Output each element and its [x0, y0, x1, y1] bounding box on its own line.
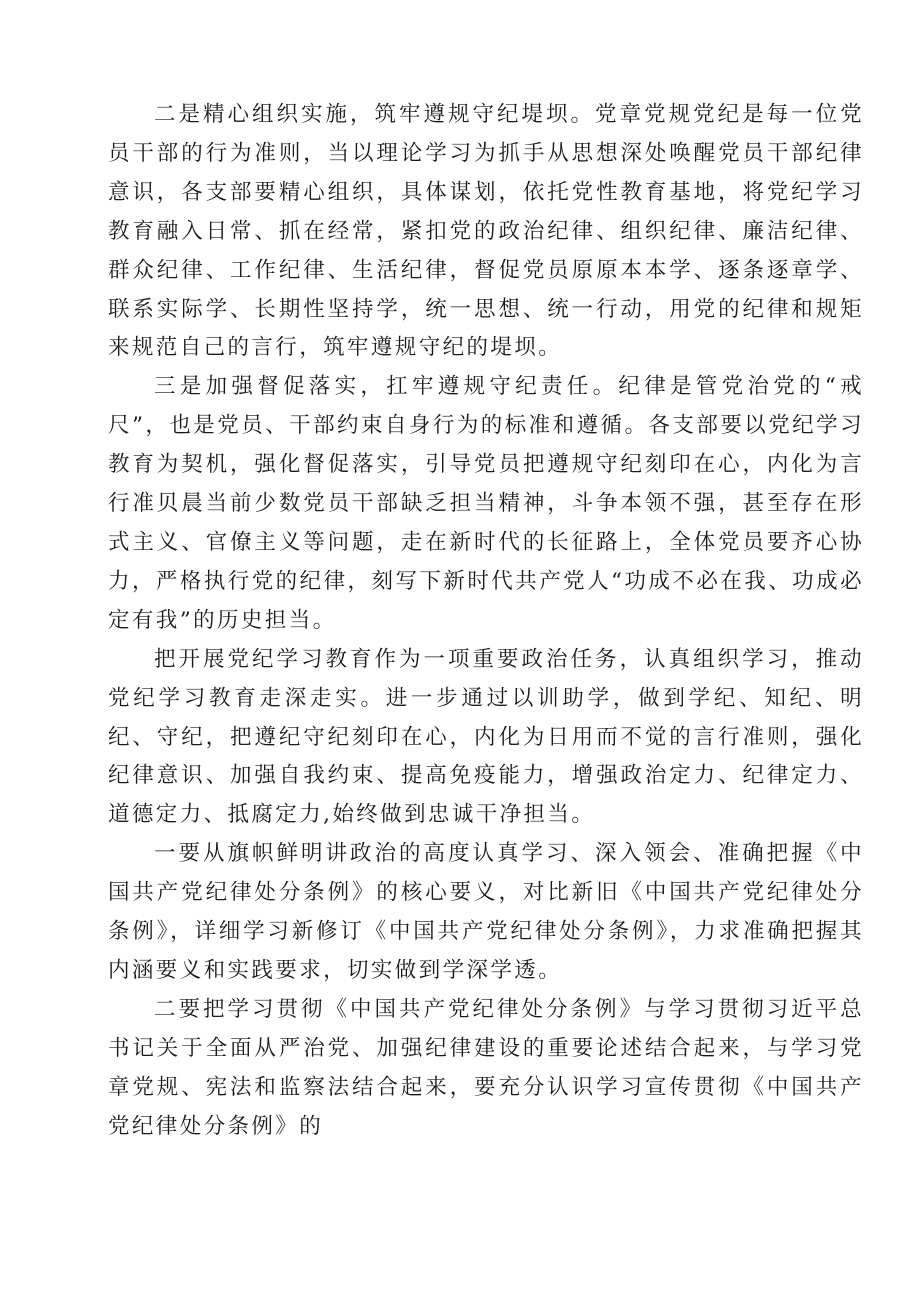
document-page	[108, 96, 864, 1146]
paragraph-5: 二要把学习贯彻《中国共产党纪律处分条例》与学习贯彻习近平总书记关于全面从严治党、加强纪律建设的重要论述结合起来，与学习党章党规、宪法和监察法结合起来，要充分认识学习宣传贯彻《中国共产党纪律处分条例》的	[108, 996, 864, 1139]
paragraph-4: 一要从旗帜鲜明讲政治的高度认真学习、深入领会、准确把握《中国共产党纪律处分条例》的核心要义，对比新旧《中国共产党纪律处分条例》，详细学习新修订《中国共产党纪律处分条例》，力求准确把握其内涵要义和实践要求，切实做到学深学透。	[108, 841, 864, 983]
paragraph-1: 二是精心组织实施，筑牢遵规守纪堤坝。党章党规党纪是每一位党员干部的行为准则，当以理论学习为抓手从思想深处唤醒党员干部纪律意识，各支部要精心组织，具体谋划，依托党性教育基地，将党纪学习教育融入日常、抓在经常，紧扣党的政治纪律、组织纪律、廉洁纪律、群众纪律、工作纪律、生活纪律，督促党员原原本本学、逐条逐章学、联系实际学、长期性坚持学，统一思想、统一行动，用党的纪律和规矩来规范自己的言行，筑牢遵规守纪的堤坝。	[108, 102, 864, 361]
paragraph-2: 三是加强督促落实，扛牢遵规守纪责任。纪律是管党治党的“戒尺”，也是党员、干部约束自身行为的标准和遵循。各支部要以党纪学习教育为契机，强化督促落实，引导党员把遵规守纪刻印在心，内化为言行准贝晨当前少数党员干部缺乏担当精神，斗争本领不强，甚至存在形式主义、官僚主义等问题，走在新时代的长征路上，全体党员要齐心协力，严格执行党的纪律，刻写下新时代共产党人“功成不必在我、功成必定有我”的历史担当。	[108, 374, 864, 633]
paragraph-3: 把开展党纪学习教育作为一项重要政治任务，认真组织学习，推动党纪学习教育走深走实。进一步通过以训助学，做到学纪、知纪、明纪、守纪，把遵纪守纪刻印在心，内化为日用而不觉的言行准则，强化纪律意识、加强自我约束、提高免疫能力，增强政治定力、纪律定力、道德定力、抵腐定力,始终做到忠诚干净担当。	[108, 646, 864, 828]
